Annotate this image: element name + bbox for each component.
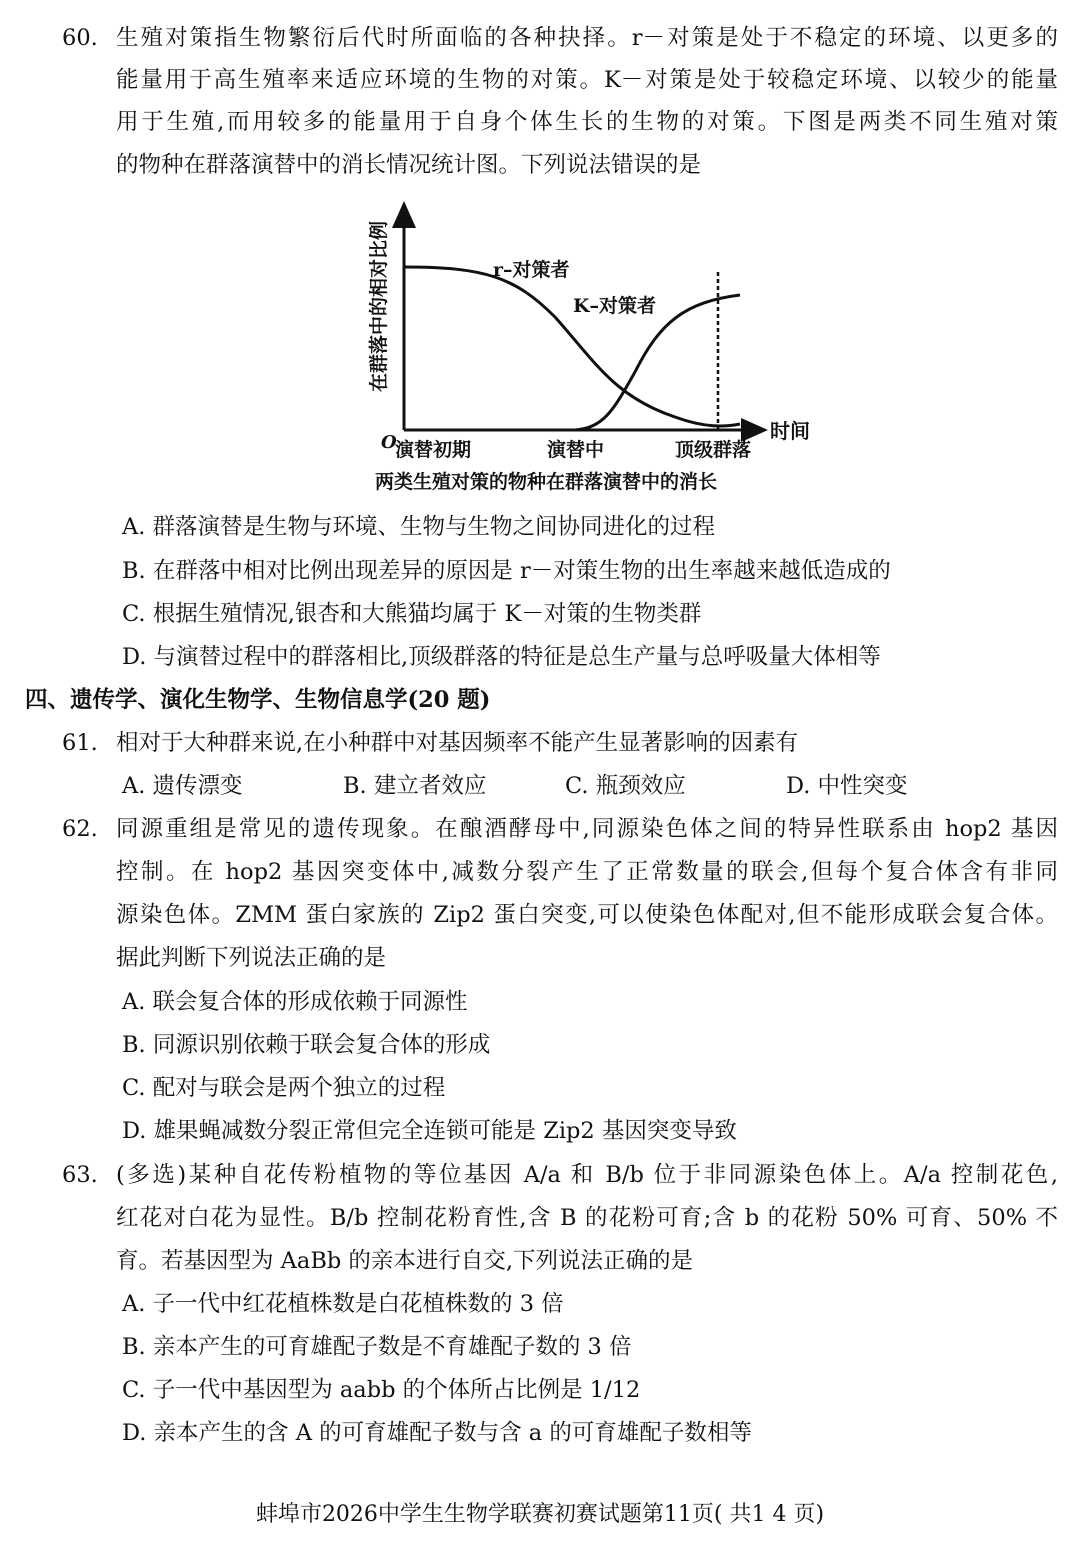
q63-line-3: 育。若基因型为 AaBb 的亲本进行自交,下列说法正确的是 xyxy=(116,1248,694,1274)
q62-option-c[interactable]: C. 配对与联会是两个独立的过程 xyxy=(122,1075,446,1101)
q60-option-b[interactable]: B. 在群落中相对比例出现差异的原因是 r－对策生物的出生率越来越低造成的 xyxy=(122,558,891,584)
xtick-early: 演替初期 xyxy=(395,439,472,461)
q61-option-a[interactable]: A. 遗传漂变 xyxy=(122,773,243,799)
q61-option-c[interactable]: C. 瓶颈效应 xyxy=(565,773,686,799)
figure-caption: 两类生殖对策的物种在群落演替中的消长 xyxy=(375,471,718,493)
q63-option-c[interactable]: C. 子一代中基因型为 aabb 的个体所占比例是 1/12 xyxy=(122,1377,641,1403)
q60-line-1: 生殖对策指生物繁衍后代时所面临的各种抉择。r－对策是处于不稳定的环境、以更多的 xyxy=(116,25,1058,51)
series-label-r: r–对策者 xyxy=(493,259,570,281)
page-footer: 蚌埠市2026中学生生物学联赛初赛试题第11页( 共1 4 页) xyxy=(255,1502,825,1527)
question-number-60: 60. xyxy=(62,25,98,51)
xtick-middle: 演替中 xyxy=(547,439,605,461)
q60-line-3: 用于生殖,而用较多的能量用于自身个体生长的生物的对策。下图是两类不同生殖对策 xyxy=(116,109,1058,135)
question-number-63: 63. xyxy=(62,1162,98,1188)
q62-line-3: 源染色体。ZMM 蛋白家族的 Zip2 蛋白突变,可以使染色体配对,但不能形成联会复合体。 xyxy=(116,902,1058,928)
q61-line-1: 相对于大种群来说,在小种群中对基因频率不能产生显著影响的因素有 xyxy=(116,730,799,756)
q60-option-c[interactable]: C. 根据生殖情况,银杏和大熊猫均属于 K－对策的生物类群 xyxy=(122,601,702,627)
section-heading: 四、遗传学、演化生物学、生物信息学(20 题) xyxy=(25,687,491,713)
q63-line-2: 红花对白花为显性。B/b 控制花粉育性,含 B 的花粉可育;含 b 的花粉 50% 可育、50% 不 xyxy=(116,1205,1058,1231)
q61-option-b[interactable]: B. 建立者效应 xyxy=(343,773,487,799)
q61-option-d[interactable]: D. 中性突变 xyxy=(786,773,908,799)
q63-option-a[interactable]: A. 子一代中红花植株数是白花植株数的 3 倍 xyxy=(122,1291,564,1317)
question-number-61: 61. xyxy=(62,730,98,756)
q62-line-4: 据此判断下列说法正确的是 xyxy=(116,945,387,971)
r-strategist-curve xyxy=(404,267,740,426)
xtick-climax: 顶级群落 xyxy=(675,439,752,461)
q60-option-a[interactable]: A. 群落演替是生物与环境、生物与生物之间协同进化的过程 xyxy=(122,514,716,540)
q62-option-d[interactable]: D. 雄果蝇减数分裂正常但完全连锁可能是 Zip2 基因突变导致 xyxy=(122,1118,737,1144)
q60-option-d[interactable]: D. 与演替过程中的群落相比,顶级群落的特征是总生产量与总呼吸量大体相等 xyxy=(122,644,881,670)
succession-figure xyxy=(345,192,815,497)
y-axis-label: 在群落中的相对比例 xyxy=(368,220,390,392)
origin-label: O xyxy=(381,432,397,453)
series-label-k: K–对策者 xyxy=(573,295,657,317)
q62-line-2: 控制。在 hop2 基因突变体中,减数分裂产生了正常数量的联会,但每个复合体含有非同 xyxy=(116,859,1058,885)
q62-line-1: 同源重组是常见的遗传现象。在酿酒酵母中,同源染色体之间的特异性联系由 hop2 基因 xyxy=(116,816,1058,842)
q62-option-b[interactable]: B. 同源识别依赖于联会复合体的形成 xyxy=(122,1032,491,1058)
q60-line-4: 的物种在群落演替中的消长情况统计图。下列说法错误的是 xyxy=(116,152,702,178)
x-axis-label: 时间 xyxy=(770,419,810,443)
q62-option-a[interactable]: A. 联会复合体的形成依赖于同源性 xyxy=(122,989,468,1015)
q63-line-1: (多选)某种自花传粉植物的等位基因 A/a 和 B/b 位于非同源染色体上。A/a 控制花色, xyxy=(116,1162,1058,1188)
q60-line-2: 能量用于高生殖率来适应环境的生物的对策。K－对策是处于较稳定环境、以较少的能量 xyxy=(116,67,1058,93)
question-number-62: 62. xyxy=(62,816,98,842)
q63-option-b[interactable]: B. 亲本产生的可育雄配子数是不育雄配子数的 3 倍 xyxy=(122,1334,632,1360)
q63-option-d[interactable]: D. 亲本产生的含 A 的可育雄配子数与含 a 的可育雄配子数相等 xyxy=(122,1420,752,1446)
